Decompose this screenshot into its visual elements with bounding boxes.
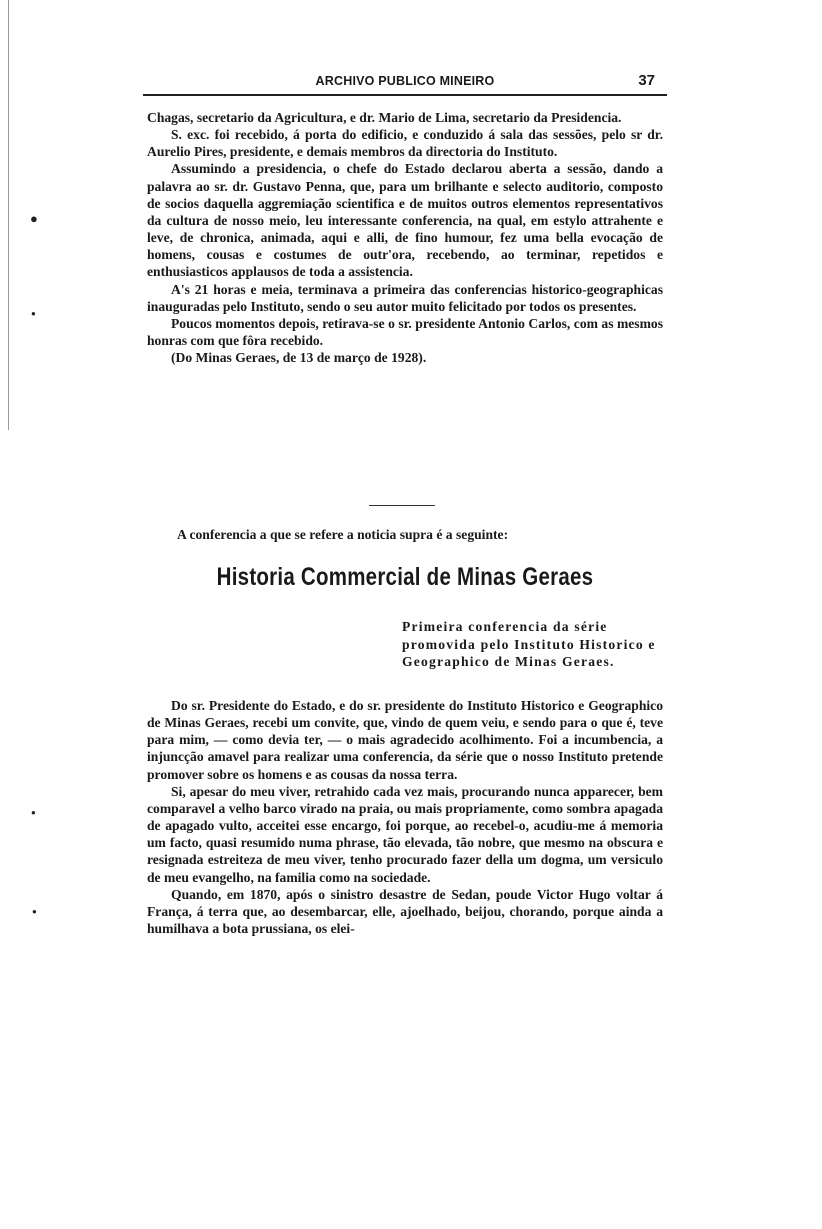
intro-notice: A conferencia a que se refere a noticia supra é a seguinte:	[177, 527, 509, 542]
conference-text	[147, 697, 663, 937]
margin-dot: ●	[31, 309, 36, 318]
page-edge-line	[8, 0, 9, 430]
paragraph: Si, apesar do meu viver, retrahido cada vez mais, procurando nunca apparecer, bem comparavel a velho barco virado na praia, ou mais propriamente, como sombra apagada de apagado vulto, acceitei esse encargo, foi porque, ao recebel-o, acudiu-me á memoria um facto, quasi resumido numa phrase, tão elevada, tão nobre, que mesmo na obscura e resignada estreiteza de meu viver, tenho procurado fazer della um dogma, um versiculo de meu evangelho, na familia como na sociedade.	[147, 783, 663, 885]
paragraph: Poucos momentos depois, retirava-se o sr. presidente Antonio Carlos, com as mesmos honras com que fôra recebido.	[147, 315, 663, 349]
margin-dot: ●	[31, 808, 36, 817]
paragraph: Do sr. Presidente do Estado, e do sr. presidente do Instituto Historico e Geographico de Minas Geraes, recebi um convite, que, vindo de quem veiu, e sendo para o que é, teve para mim, — como devia ter, — o mais agradecido acolhimento. Foi a incumbencia, a injuncção amavel para realizar uma conferencia, da série que o nosso Instituto pretende promover sobre os homens e as cousas da nossa terra.	[147, 698, 663, 782]
section-divider	[369, 505, 435, 506]
news-report	[147, 109, 663, 366]
paragraph: S. exc. foi recebido, á porta do edificio, e conduzido á sala das sessões, pelo sr dr. Aurelio Pires, presidente, e demais membros da directoria do Instituto.	[147, 127, 663, 160]
article-subtitle: Primeira conferencia da série promovida pelo Instituto Historico e Geographico de Minas Geraes.	[402, 619, 656, 670]
margin-mark: ●	[30, 211, 38, 226]
paragraph: A's 21 horas e meia, terminava a primeira das conferencias historico-geographicas inauguradas pelo Instituto, sendo o seu autor muito felicitado por todos os presentes.	[147, 281, 663, 314]
source-citation: (Do Minas Geraes, de 13 de março de 1928).	[171, 350, 427, 366]
page-number: 37	[638, 72, 655, 89]
paragraph: Assumindo a presidencia, o chefe do Estado declarou aberta a sessão, dando a palavra ao sr. dr. Gustavo Penna, que, para um brilhante e selecto auditorio, composto de socios daquella aggremiação scientifica e de muitos outros elementos representativos da cultura de nosso meio, leu interessante conferencia, na qual, em estylo attrahente e leve, de chronica, animada, aqui e alli, de fino humour, fez uma bella evocação de homens, cousas e costumes de outr'ora, recebendo, ao terminar, repetidos e enthusiasticos applausos de toda a assistencia.	[147, 161, 663, 280]
margin-dot: ●	[32, 907, 37, 916]
paragraph: Chagas, secretario da Agricultura, e dr. Mario de Lima, secretario da Presidencia.	[147, 110, 622, 125]
running-title: ARCHIVO PUBLICO MINEIRO	[315, 74, 495, 88]
running-header	[143, 72, 667, 96]
paragraph: Quando, em 1870, após o sinistro desastre de Sedan, poude Victor Hugo voltar á França, á terra que, ao desembarcar, elle, ajoelhado, beijou, chorando, porque ainda a humilhava a bota prussiana, os elei-	[147, 886, 663, 937]
article-title: Historia Commercial de Minas Geraes	[216, 563, 594, 591]
